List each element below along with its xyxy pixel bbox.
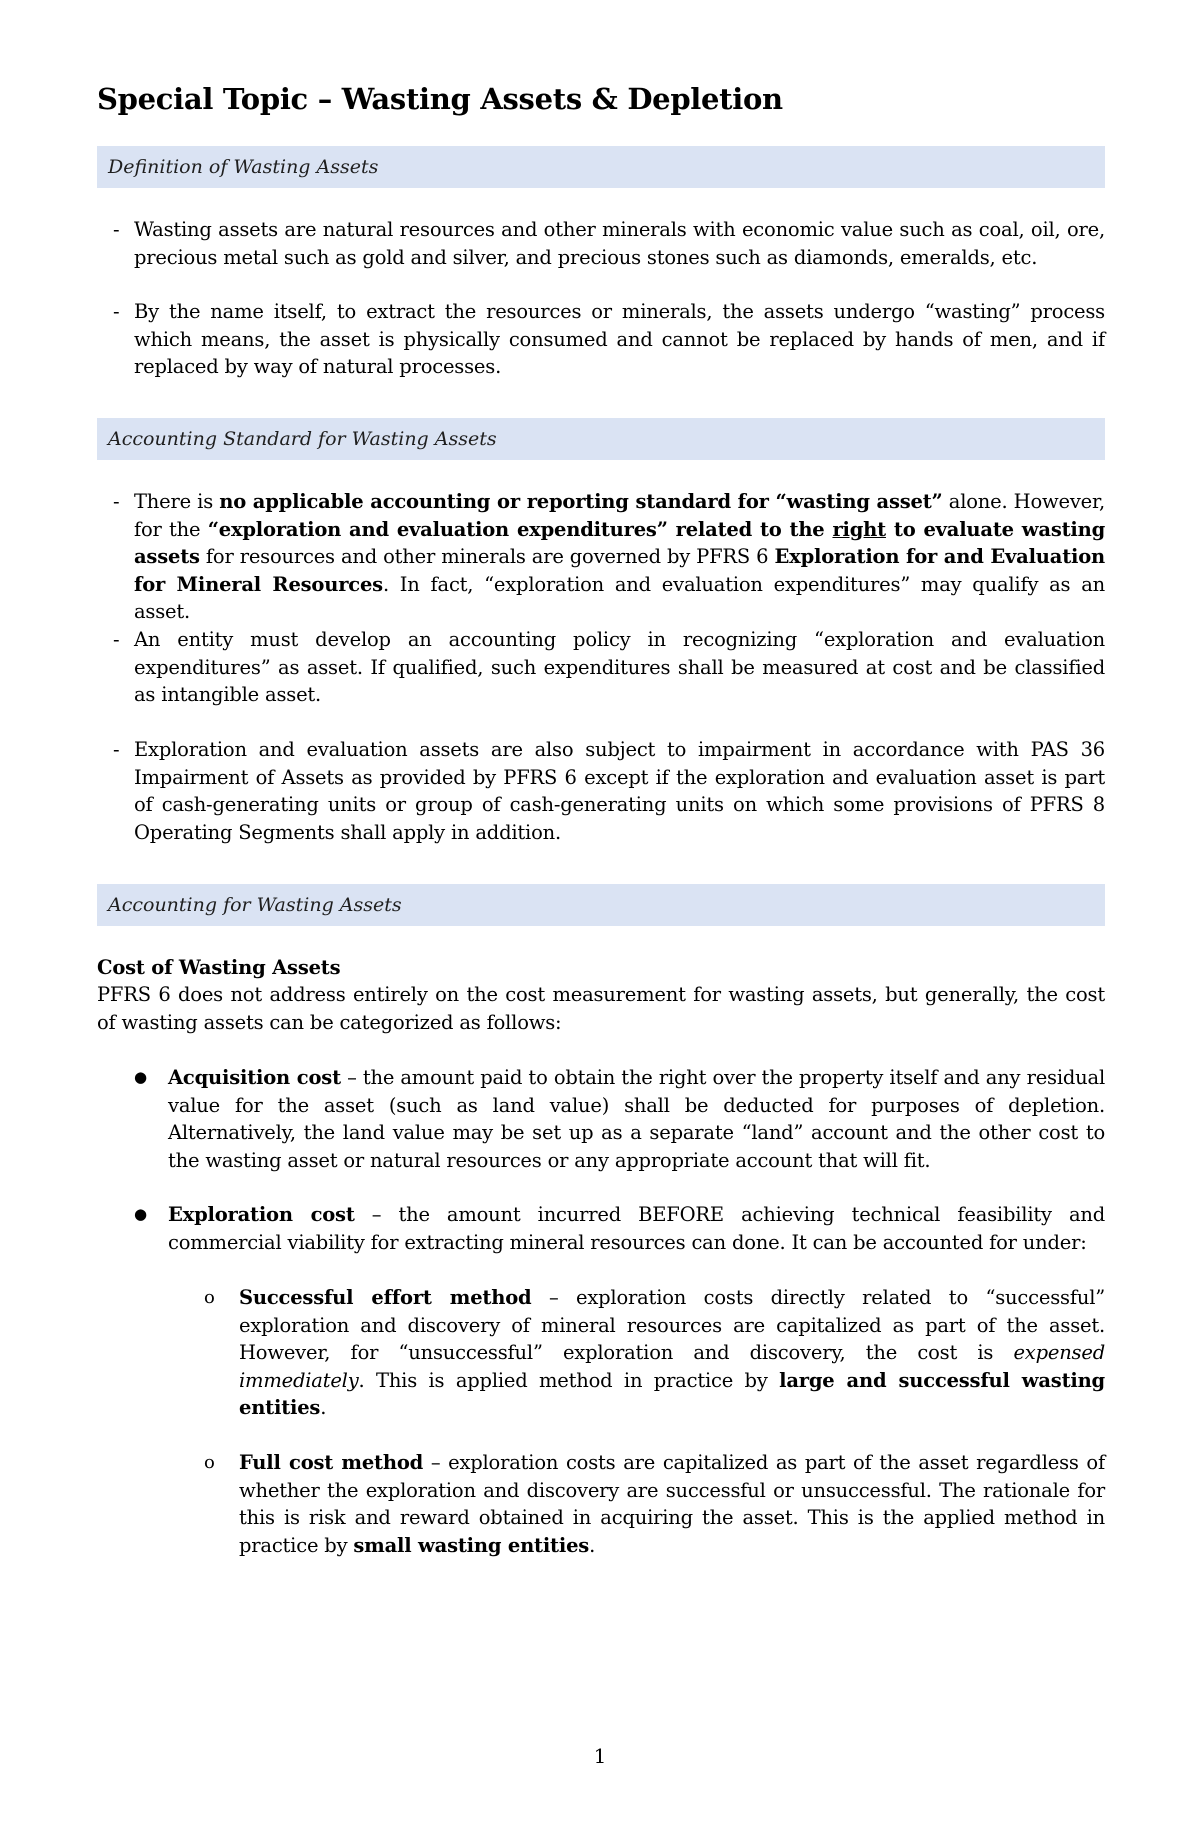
text-run: . — [320, 1396, 327, 1420]
text-run: – exploration costs directly related to “successful” exploration and discovery of mineral resources are capitalized as part of the asset. However, for “unsuccessful” exploration and discovery, the cost is — [239, 1286, 1105, 1365]
bullet-circle: o — [204, 1452, 215, 1473]
acquisition-cost-paragraph — [168, 1064, 1105, 1174]
exploration-cost-paragraph — [168, 1201, 1105, 1256]
bold-run: Successful effort method — [239, 1286, 532, 1309]
underlined-run: right — [832, 517, 886, 541]
bold-run: Exploration for and Evaluation for Mineral Resources — [134, 545, 1105, 596]
standard-paragraph-2: An entity must develop an accounting policy in recognizing “exploration and evaluation expenditures” as asset. If qualified, such expenditures shall be measured at cost and be classified as intangible asset. — [134, 628, 1105, 707]
page-number: 1 — [593, 1744, 607, 1768]
text-run: – the amount paid to obtain the right over the property itself and any residual value for the asset (such as land value) shall be deducted for purposes of depletion. Alternatively, the land value may be set up as a separate “land” account and the other cost to the wasting asset or natural resources or any appropriate account that will fit. — [168, 1066, 1105, 1172]
bold-run: to evaluate wasting assets — [134, 517, 1106, 569]
text-run: for resources and other minerals are governed by PFRS 6 — [199, 545, 775, 569]
text-run: . This is applied method in practice by — [358, 1368, 780, 1392]
text-run: . — [589, 1533, 596, 1557]
dash-bullet: - — [113, 218, 120, 241]
bold-run: Exploration cost — [168, 1203, 355, 1226]
section-heading-accounting: Accounting for Wasting Assets — [97, 884, 1105, 926]
section-heading-standard: Accounting Standard for Wasting Assets — [97, 418, 1105, 460]
bold-run: small wasting entities — [353, 1533, 590, 1557]
definition-paragraph-1: Wasting assets are natural resources and other minerals with economic value such as coal, oil, ore, precious metal such as gold and silver, and precious stones such as diamonds, emeralds, etc. — [134, 218, 1105, 269]
bullet-dot: ● — [134, 1205, 148, 1223]
full-cost-paragraph — [239, 1449, 1105, 1559]
section-heading-definition: Definition of Wasting Assets — [97, 146, 1105, 188]
dash-bullet: - — [113, 490, 120, 513]
bold-run: no applicable accounting or reporting standard for “wasting asset” — [219, 490, 943, 513]
successful-effort-paragraph — [239, 1284, 1105, 1422]
text-run: There is — [134, 490, 220, 513]
subheading-cost: Cost of Wasting Assets — [97, 956, 341, 979]
bullet-dot: ● — [134, 1068, 148, 1086]
bullet-circle: o — [204, 1287, 215, 1308]
dash-bullet: - — [113, 628, 120, 651]
text-run: alone. However, for the — [134, 490, 1105, 541]
text-run: – exploration costs are capitalized as part of the asset regardless of whether the exploration and discovery are successful or unsuccessful. The rationale for this is risk and reward obtained in acquiring the asset. This is the applied method in practice by — [239, 1451, 1105, 1557]
standard-paragraph-3: Exploration and evaluation assets are also subject to impairment in accordance with PAS 36 Impairment of Assets as provided by PFRS 6 except if the exploration and evaluation asset is part of cash-generating units or group of cash-generating units on which some provisions of PFRS 8 Operating Segments shall apply in addition. — [134, 738, 1105, 844]
definition-paragraph-2: By the name itself, to extract the resources or minerals, the assets undergo “wasting” process which means, the asset is physically consumed and cannot be replaced by hands of men, and if replaced by way of natural processes. — [134, 300, 1105, 379]
page-title: Special Topic – Wasting Assets & Depletion — [97, 82, 783, 116]
bold-run: “exploration and evaluation expenditures” related to the — [207, 517, 833, 541]
standard-paragraph-1 — [134, 488, 1105, 626]
dash-bullet: - — [113, 738, 120, 761]
cost-intro-paragraph: PFRS 6 does not address entirely on the cost measurement for wasting assets, but generally, the cost of wasting assets can be categorized as follows: — [97, 983, 1105, 1034]
text-run: – the amount incurred BEFORE achieving technical feasibility and commercial viability for extracting mineral resources can done. It can be accounted for under: — [168, 1203, 1106, 1254]
bold-run: Acquisition cost — [168, 1066, 341, 1089]
bold-run: large and successful wasting entities — [239, 1368, 1105, 1420]
bold-run: Full cost method — [239, 1451, 424, 1474]
dash-bullet: - — [113, 300, 120, 323]
italic-run: expensed immediately — [239, 1341, 1105, 1392]
text-run: . In fact, “exploration and evaluation expenditures” may qualify as an asset. — [134, 572, 1105, 624]
